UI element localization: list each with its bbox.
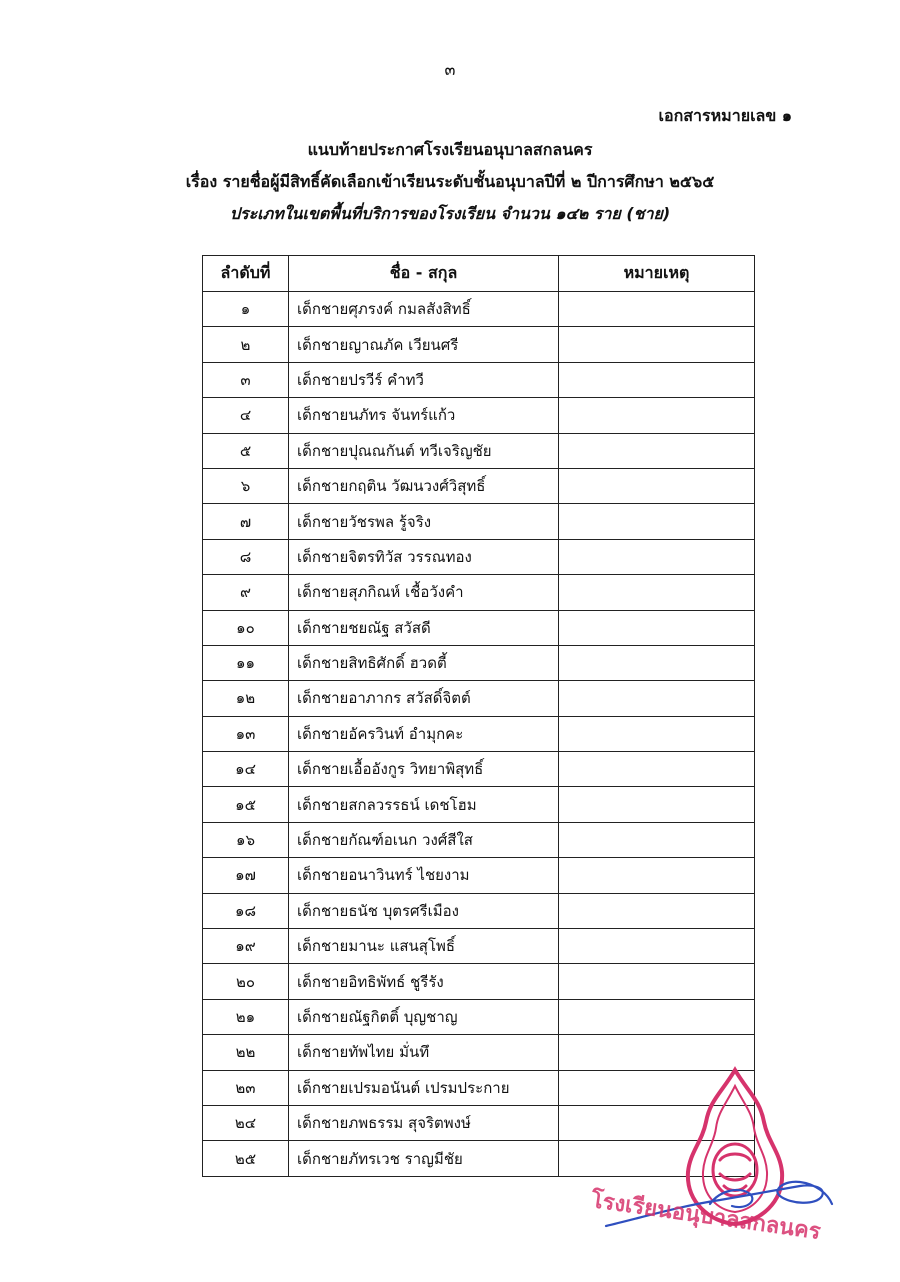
row-note-cell	[559, 822, 755, 857]
row-note-cell	[559, 964, 755, 999]
row-note-cell	[559, 433, 755, 468]
row-order-cell: ๑๔	[203, 752, 289, 787]
table-row	[203, 610, 755, 645]
row-name-cell: เด็กชายธนัช บุตรศรีเมือง	[289, 893, 559, 928]
row-name-cell: เด็กชายมานะ แสนสุโพธิ์	[289, 929, 559, 964]
row-note-cell	[559, 504, 755, 539]
row-name-cell: เด็กชายอัครวินท์ อำมุกคะ	[289, 716, 559, 751]
table-row	[203, 929, 755, 964]
row-note-cell	[559, 681, 755, 716]
row-order-cell: ๗	[203, 504, 289, 539]
seal-text: โรงเรียนอนุบาลสกลนคร	[589, 1188, 823, 1245]
row-order-cell: ๑๙	[203, 929, 289, 964]
row-note-cell	[559, 362, 755, 397]
column-header-order: ลำดับที่	[203, 256, 289, 292]
row-name-cell: เด็กชายญาณภัค เวียนศรี	[289, 327, 559, 362]
row-order-cell: ๘	[203, 539, 289, 574]
row-name-cell: เด็กชายจิตรทิวัส วรรณทอง	[289, 539, 559, 574]
student-roster-table	[202, 255, 755, 1177]
row-name-cell: เด็กชายเปรมอนันต์ เปรมประกาย	[289, 1070, 559, 1105]
table-header-row	[203, 256, 755, 292]
row-name-cell: เด็กชายชยณัฐ สวัสดี	[289, 610, 559, 645]
row-note-cell	[559, 893, 755, 928]
heading-line-3: ประเภทในเขตพื้นที่บริการของโรงเรียน จำนวน ๑๔๒ ราย (ชาย)	[229, 204, 671, 223]
row-order-cell: ๒	[203, 327, 289, 362]
row-name-cell: เด็กชายสกลวรรธน์ เดชโฮม	[289, 787, 559, 822]
row-order-cell: ๕	[203, 433, 289, 468]
row-note-cell	[559, 398, 755, 433]
table-row	[203, 999, 755, 1034]
heading-line-2: เรื่อง รายชื่อผู้มีสิทธิ์คัดเลือกเข้าเรียนระดับชั้นอนุบาลปีที่ ๒ ปีการศึกษา ๒๕๖๕	[185, 172, 715, 191]
table-row	[203, 327, 755, 362]
heading-line-1: แนบท้ายประกาศโรงเรียนอนุบาลสกลนคร	[307, 140, 593, 159]
row-note-cell	[559, 716, 755, 751]
row-name-cell: เด็กชายภพธรรม สุจริตพงษ์	[289, 1105, 559, 1140]
row-name-cell: เด็กชายภัทรเวช ราญมีชัย	[289, 1141, 559, 1176]
row-order-cell: ๙	[203, 575, 289, 610]
table-row	[203, 398, 755, 433]
table-body	[203, 292, 755, 1177]
row-order-cell: ๖	[203, 468, 289, 503]
document-reference: เอกสารหมายเลข ๑	[658, 106, 792, 125]
table-row	[203, 539, 755, 574]
document-heading	[0, 134, 900, 230]
row-name-cell: เด็กชายกัณฑ์อเนก วงศ์สีใส	[289, 822, 559, 857]
row-name-cell: เด็กชายเอื้ออังกูร วิทยาพิสุทธิ์	[289, 752, 559, 787]
table-row	[203, 292, 755, 327]
row-name-cell: เด็กชายปรวีร์ คำทวี	[289, 362, 559, 397]
table-row	[203, 362, 755, 397]
table-row	[203, 716, 755, 751]
row-order-cell: ๔	[203, 398, 289, 433]
row-order-cell: ๑๑	[203, 645, 289, 680]
row-name-cell: เด็กชายอนาวินทร์ ไชยงาม	[289, 858, 559, 893]
table-row	[203, 893, 755, 928]
row-order-cell: ๑๕	[203, 787, 289, 822]
row-order-cell: ๒๓	[203, 1070, 289, 1105]
row-order-cell: ๑๓	[203, 716, 289, 751]
row-note-cell	[559, 610, 755, 645]
row-note-cell	[559, 327, 755, 362]
row-order-cell: ๒๕	[203, 1141, 289, 1176]
row-name-cell: เด็กชายอาภากร สวัสดิ์จิตต์	[289, 681, 559, 716]
row-name-cell: เด็กชายกฤติน วัฒนวงศ์วิสุทธิ์	[289, 468, 559, 503]
column-header-name: ชื่อ - สกุล	[289, 256, 559, 292]
row-order-cell: ๒๐	[203, 964, 289, 999]
row-order-cell: ๒๒	[203, 1035, 289, 1070]
row-name-cell: เด็กชายสิทธิศักดิ์ ฮวดตี้	[289, 645, 559, 680]
row-order-cell: ๓	[203, 362, 289, 397]
row-order-cell: ๑๘	[203, 893, 289, 928]
column-header-note: หมายเหตุ	[559, 256, 755, 292]
row-name-cell: เด็กชายนภัทร จันทร์แก้ว	[289, 398, 559, 433]
row-order-cell: ๑๐	[203, 610, 289, 645]
row-order-cell: ๒๑	[203, 999, 289, 1034]
row-name-cell: เด็กชายปุณณกันต์ ทวีเจริญชัย	[289, 433, 559, 468]
row-note-cell	[559, 539, 755, 574]
table-row	[203, 752, 755, 787]
row-name-cell: เด็กชายสุภกิณห์ เชื้อวังคำ	[289, 575, 559, 610]
table-row	[203, 681, 755, 716]
row-note-cell	[559, 752, 755, 787]
table-row	[203, 575, 755, 610]
row-note-cell	[559, 787, 755, 822]
row-note-cell	[559, 858, 755, 893]
page-number: ๓	[444, 60, 456, 79]
table-row	[203, 433, 755, 468]
row-name-cell: เด็กชายณัฐกิตติ์ บุญชาญ	[289, 999, 559, 1034]
row-order-cell: ๑	[203, 292, 289, 327]
row-note-cell	[559, 575, 755, 610]
table-row	[203, 468, 755, 503]
row-order-cell: ๒๔	[203, 1105, 289, 1140]
row-note-cell	[559, 929, 755, 964]
table-row	[203, 822, 755, 857]
row-note-cell	[559, 999, 755, 1034]
row-name-cell: เด็กชายศุภรงค์ กมลสังสิทธิ์	[289, 292, 559, 327]
row-note-cell	[559, 645, 755, 680]
table-row	[203, 964, 755, 999]
row-order-cell: ๑๗	[203, 858, 289, 893]
row-name-cell: เด็กชายอิทธิพัทธ์ ชูรีรัง	[289, 964, 559, 999]
row-name-cell: เด็กชายทัพไทย มั่นทึ	[289, 1035, 559, 1070]
row-order-cell: ๑๒	[203, 681, 289, 716]
row-note-cell	[559, 468, 755, 503]
row-note-cell	[559, 292, 755, 327]
row-order-cell: ๑๖	[203, 822, 289, 857]
table-row	[203, 504, 755, 539]
table-row	[203, 787, 755, 822]
table-row	[203, 645, 755, 680]
table-row	[203, 858, 755, 893]
row-name-cell: เด็กชายวัชรพล รู้จริง	[289, 504, 559, 539]
